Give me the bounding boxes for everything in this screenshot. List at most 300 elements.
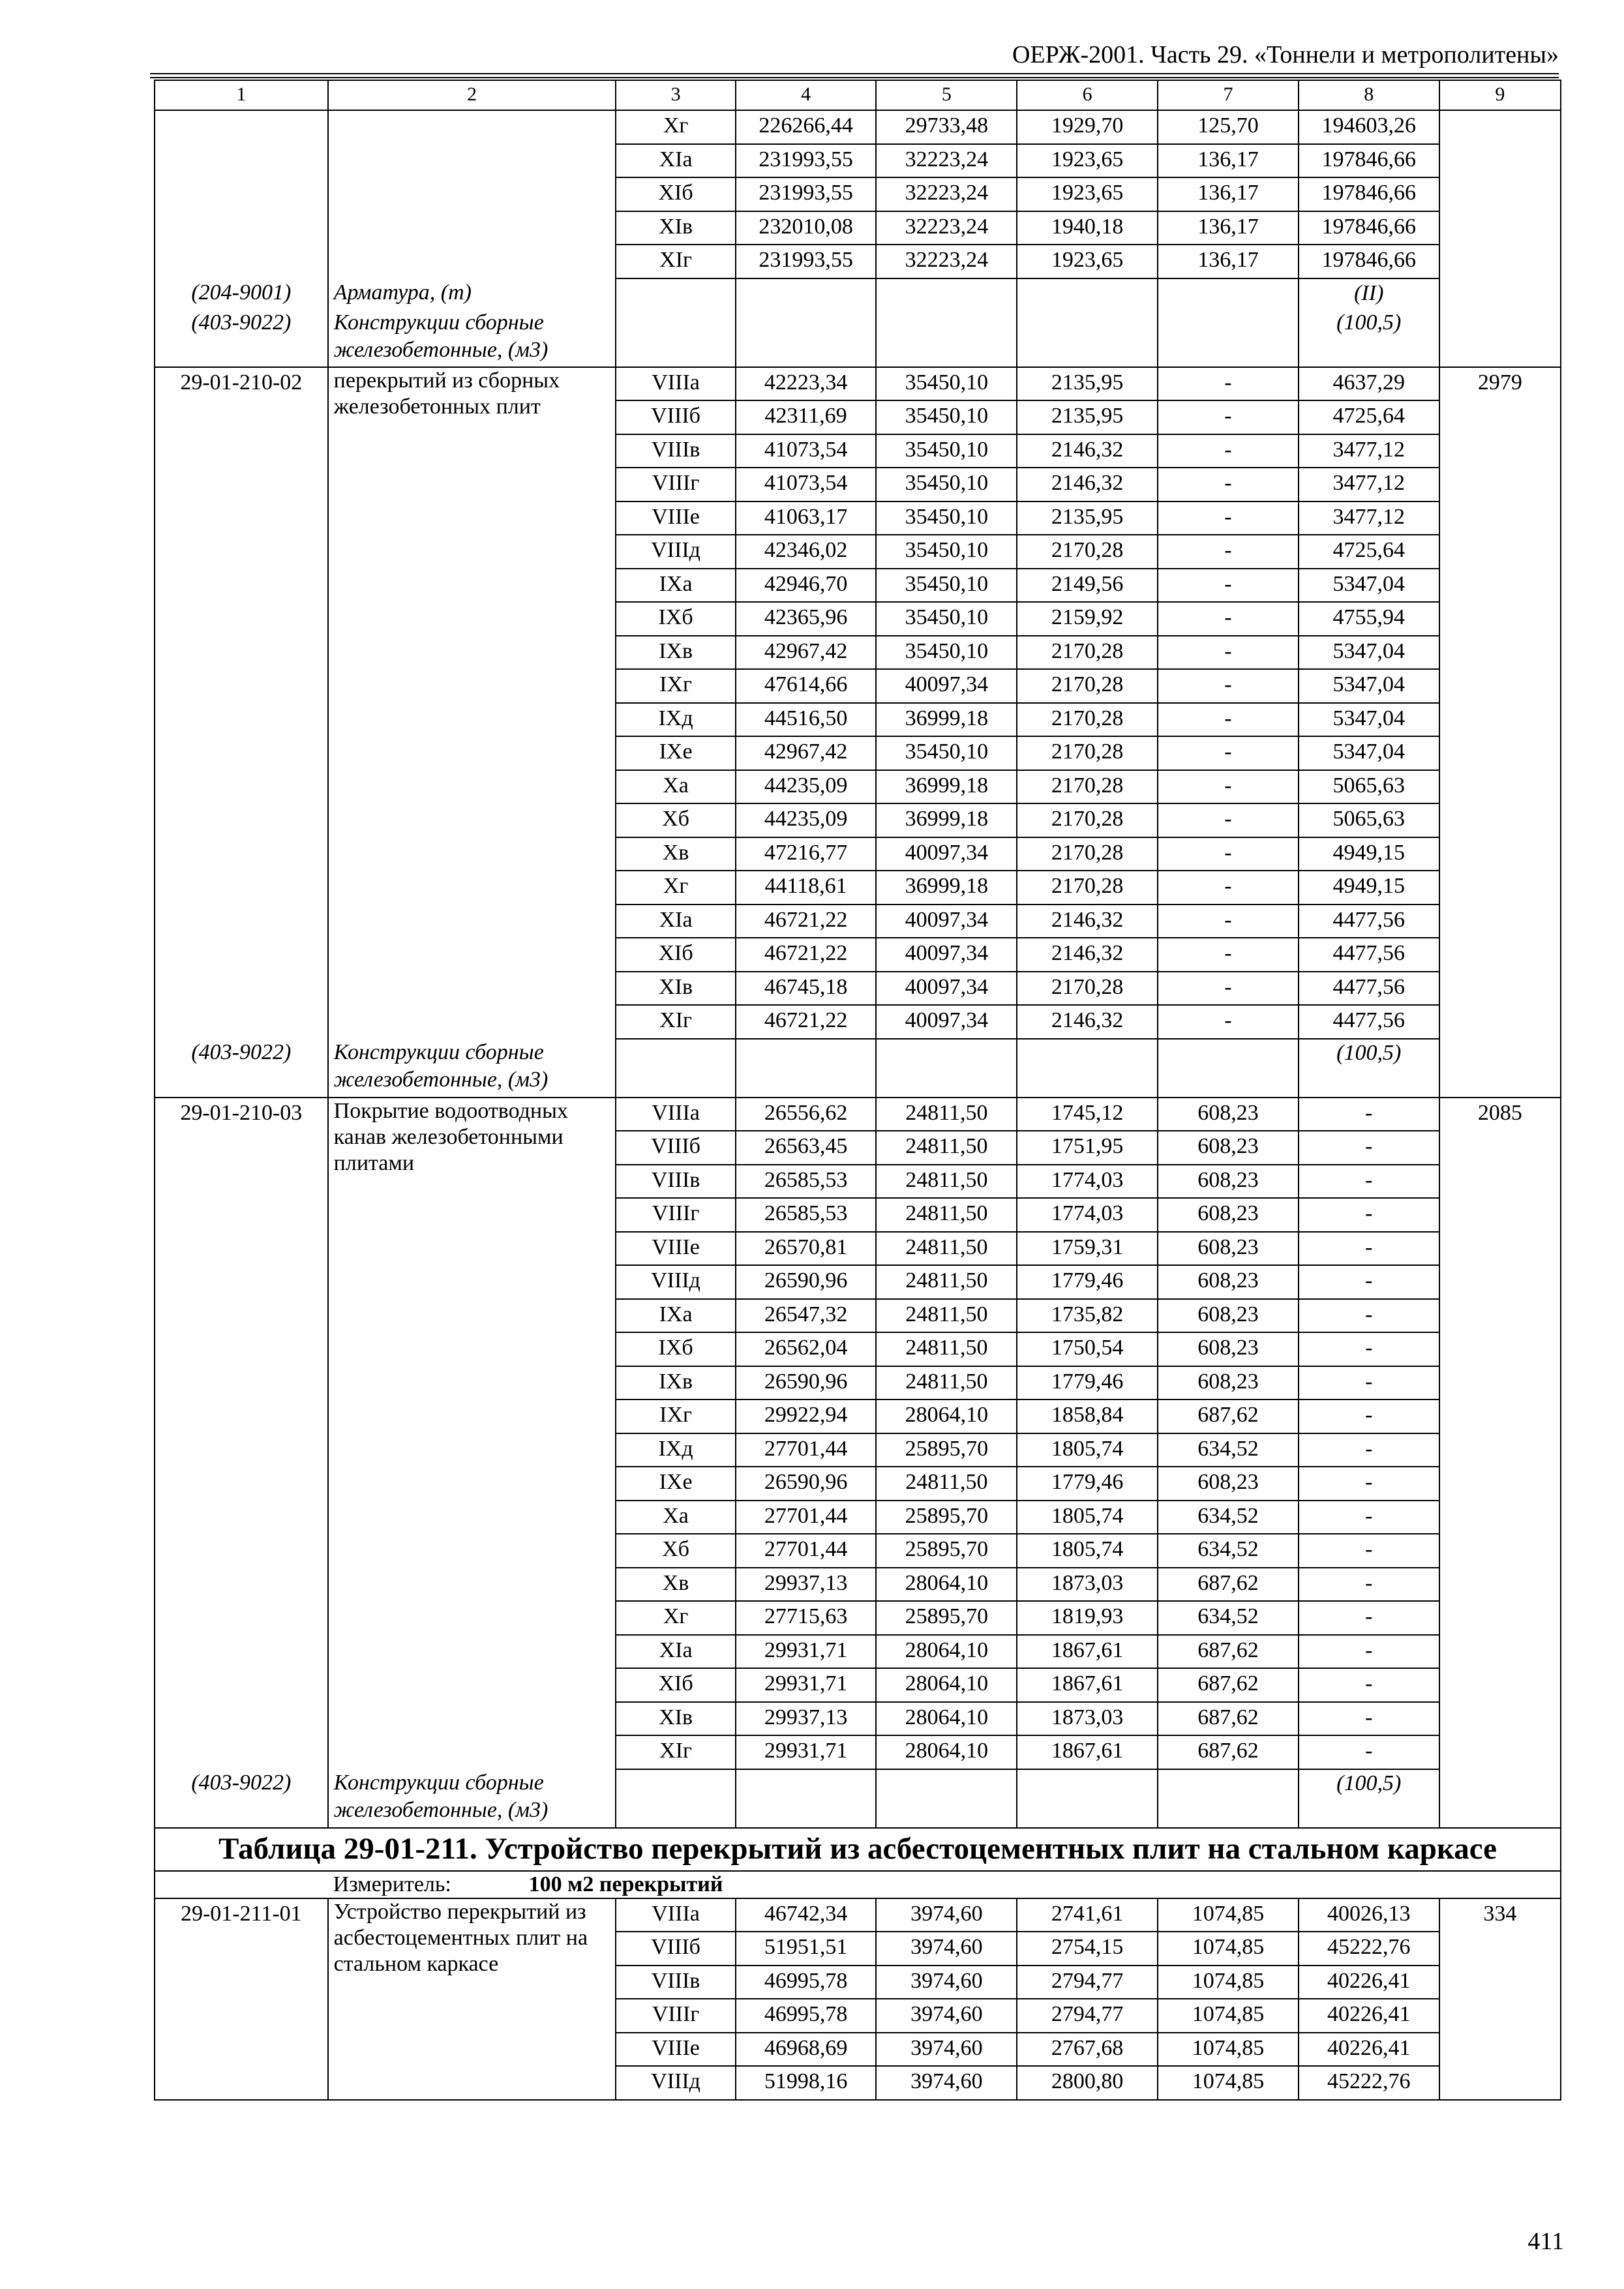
labor-cell: 2741,61 — [1017, 1898, 1158, 1932]
labor-cell: 1805,74 — [1017, 1501, 1158, 1534]
direct-cost-cell: 29931,71 — [736, 1635, 877, 1669]
direct-cost-cell: 226266,44 — [736, 110, 877, 144]
direct-cost-cell: 27715,63 — [736, 1601, 877, 1635]
resource-row — [155, 309, 1561, 367]
machinery-cell: - — [1158, 938, 1299, 972]
equipment-cell: 3477,12 — [1299, 501, 1439, 535]
equipment-cell: 5347,04 — [1299, 736, 1439, 770]
materials-cell: 28064,10 — [876, 1735, 1017, 1769]
labor-cell: 2170,28 — [1017, 837, 1158, 871]
labor-cell: 2135,95 — [1017, 400, 1158, 434]
equipment-cell: 40226,41 — [1299, 1999, 1439, 2033]
price-zone-cell: XIв — [616, 211, 735, 245]
labor-cell: 1751,95 — [1017, 1131, 1158, 1165]
empty-cell — [736, 278, 877, 309]
labor-cell: 1867,61 — [1017, 1735, 1158, 1769]
labor-cell: 1929,70 — [1017, 110, 1158, 144]
equipment-cell: - — [1299, 1635, 1439, 1669]
price-zone-cell: VIIIб — [616, 400, 735, 434]
empty-cell — [1017, 309, 1158, 367]
equipment-cell: 45222,76 — [1299, 2066, 1439, 2100]
direct-cost-cell: 26570,81 — [736, 1232, 877, 1266]
resource-name: Конструкции сборные железобетонные, (м3) — [328, 1769, 616, 1828]
direct-cost-cell: 46721,22 — [736, 1005, 877, 1039]
labor-cell: 1873,03 — [1017, 1568, 1158, 1602]
direct-cost-cell: 26590,96 — [736, 1265, 877, 1299]
direct-cost-cell: 46995,78 — [736, 1966, 877, 1999]
materials-cell: 28064,10 — [876, 1702, 1017, 1736]
labor-cell: 2146,32 — [1017, 468, 1158, 501]
direct-cost-cell: 42967,42 — [736, 636, 877, 670]
materials-cell: 3974,60 — [876, 1966, 1017, 1999]
direct-cost-cell: 41073,54 — [736, 468, 877, 501]
col-num-7: 7 — [1158, 80, 1299, 110]
machinery-cell: 608,23 — [1158, 1165, 1299, 1199]
price-zone-cell: Xа — [616, 1501, 735, 1534]
machinery-cell: 136,17 — [1158, 211, 1299, 245]
price-zone-cell: VIIIв — [616, 1966, 735, 1999]
equipment-cell: 40226,41 — [1299, 2033, 1439, 2067]
labor-cell: 1779,46 — [1017, 1265, 1158, 1299]
materials-cell: 3974,60 — [876, 1932, 1017, 1966]
materials-cell: 25895,70 — [876, 1433, 1017, 1467]
materials-cell: 36999,18 — [876, 803, 1017, 837]
direct-cost-cell: 46742,34 — [736, 1898, 877, 1932]
resource-row — [155, 278, 1561, 309]
price-zone-cell: XIв — [616, 1702, 735, 1736]
rate-name: Устройство перекрытий из асбестоцементных плит на стальном каркасе — [328, 1898, 616, 2100]
direct-cost-cell: 26590,96 — [736, 1366, 877, 1400]
rate-code: 29-01-211-01 — [155, 1898, 328, 2100]
materials-cell: 24811,50 — [876, 1165, 1017, 1199]
direct-cost-cell: 46721,22 — [736, 938, 877, 972]
col-num-3: 3 — [616, 80, 735, 110]
materials-cell: 35450,10 — [876, 501, 1017, 535]
empty-cell — [1439, 278, 1561, 309]
price-zone-cell: VIIIг — [616, 1198, 735, 1232]
labor-hours-cell: 334 — [1439, 1898, 1561, 2100]
equipment-cell: - — [1299, 1232, 1439, 1266]
materials-cell: 35450,10 — [876, 569, 1017, 603]
direct-cost-cell: 26585,53 — [736, 1198, 877, 1232]
machinery-cell: - — [1158, 703, 1299, 737]
machinery-cell: - — [1158, 669, 1299, 703]
materials-cell: 35450,10 — [876, 400, 1017, 434]
labor-cell: 1858,84 — [1017, 1399, 1158, 1433]
labor-cell: 1779,46 — [1017, 1467, 1158, 1501]
price-zone-cell: IXв — [616, 1366, 735, 1400]
machinery-cell: 687,62 — [1158, 1568, 1299, 1602]
materials-cell: 3974,60 — [876, 1999, 1017, 2033]
materials-cell: 32223,24 — [876, 144, 1017, 178]
equipment-cell: 4477,56 — [1299, 905, 1439, 938]
price-zone-cell: Xб — [616, 1534, 735, 1568]
direct-cost-cell: 46721,22 — [736, 905, 877, 938]
direct-cost-cell: 41073,54 — [736, 434, 877, 468]
resource-code: (403-9022) — [155, 309, 328, 367]
equipment-cell: - — [1299, 1601, 1439, 1635]
direct-cost-cell: 46995,78 — [736, 1999, 877, 2033]
equipment-cell: - — [1299, 1501, 1439, 1534]
table-title: Таблица 29-01-211. Устройство перекрытий из асбестоцементных плит на стальном каркасе — [155, 1828, 1561, 1871]
labor-cell: 2170,28 — [1017, 535, 1158, 569]
labor-hours-cell: 2085 — [1439, 1098, 1561, 1769]
col-num-4: 4 — [736, 80, 877, 110]
equipment-cell: 4755,94 — [1299, 602, 1439, 636]
machinery-cell: 1074,85 — [1158, 1898, 1299, 1932]
machinery-cell: - — [1158, 400, 1299, 434]
labor-cell: 1867,61 — [1017, 1635, 1158, 1669]
empty-cell — [1017, 1039, 1158, 1098]
labor-cell: 1923,65 — [1017, 144, 1158, 178]
machinery-cell: 125,70 — [1158, 110, 1299, 144]
price-zone-cell: XIг — [616, 1005, 735, 1039]
labor-cell: 1873,03 — [1017, 1702, 1158, 1736]
labor-hours-cell — [1439, 110, 1561, 144]
labor-cell: 1759,31 — [1017, 1232, 1158, 1266]
price-zone-cell: IXе — [616, 1467, 735, 1501]
price-zone-cell: XIг — [616, 245, 735, 278]
page-header: ОЕРЖ-2001. Часть 29. «Тоннели и метрополитены» — [1012, 41, 1559, 68]
machinery-cell: - — [1158, 837, 1299, 871]
machinery-cell: 136,17 — [1158, 177, 1299, 211]
materials-cell: 28064,10 — [876, 1399, 1017, 1433]
equipment-cell: 45222,76 — [1299, 1932, 1439, 1966]
equipment-cell: - — [1299, 1098, 1439, 1131]
col-num-8: 8 — [1299, 80, 1439, 110]
labor-cell: 2800,80 — [1017, 2066, 1158, 2100]
labor-cell: 2170,28 — [1017, 669, 1158, 703]
rate-name: перекрытий из сборных железобетонных плит — [328, 367, 616, 1039]
code-cell — [155, 211, 328, 245]
direct-cost-cell: 44235,09 — [736, 770, 877, 804]
machinery-cell: - — [1158, 972, 1299, 1006]
rate-code: 29-01-210-02 — [155, 367, 328, 1039]
rate-name: Покрытие водоотводных канав железобетонными плитами — [328, 1098, 616, 1769]
labor-cell: 1819,93 — [1017, 1601, 1158, 1635]
direct-cost-cell: 47216,77 — [736, 837, 877, 871]
price-zone-cell: XIб — [616, 177, 735, 211]
materials-cell: 40097,34 — [876, 1005, 1017, 1039]
price-zone-cell: VIIIе — [616, 1232, 735, 1266]
price-zone-cell: VIIIе — [616, 2033, 735, 2067]
materials-cell: 25895,70 — [876, 1534, 1017, 1568]
code-cell — [155, 177, 328, 211]
equipment-cell: 4477,56 — [1299, 938, 1439, 972]
price-zone-cell: XIв — [616, 972, 735, 1006]
direct-cost-cell: 44516,50 — [736, 703, 877, 737]
materials-cell: 35450,10 — [876, 736, 1017, 770]
direct-cost-cell: 27701,44 — [736, 1433, 877, 1467]
table-row — [155, 367, 1561, 401]
code-cell — [155, 245, 328, 278]
price-zone-cell: VIIIа — [616, 1898, 735, 1932]
table-row — [155, 211, 1561, 245]
price-zone-cell: VIIIд — [616, 1265, 735, 1299]
labor-cell: 1750,54 — [1017, 1332, 1158, 1366]
price-zone-cell: IXд — [616, 703, 735, 737]
machinery-cell: 608,23 — [1158, 1198, 1299, 1232]
materials-cell: 40097,34 — [876, 905, 1017, 938]
materials-cell: 35450,10 — [876, 602, 1017, 636]
table-row — [155, 1898, 1561, 1932]
header-rule-top — [150, 73, 1559, 74]
machinery-cell: 687,62 — [1158, 1399, 1299, 1433]
price-zone-cell: IXг — [616, 669, 735, 703]
direct-cost-cell: 231993,55 — [736, 245, 877, 278]
price-zone-cell: VIIIа — [616, 1098, 735, 1131]
materials-cell: 3974,60 — [876, 1898, 1017, 1932]
equipment-cell: 4725,64 — [1299, 400, 1439, 434]
direct-cost-cell: 42311,69 — [736, 400, 877, 434]
code-cell — [155, 144, 328, 178]
empty-cell — [876, 1039, 1017, 1098]
machinery-cell: 136,17 — [1158, 245, 1299, 278]
machinery-cell: 608,23 — [1158, 1299, 1299, 1333]
machinery-cell: - — [1158, 367, 1299, 401]
price-zone-cell: IXг — [616, 1399, 735, 1433]
direct-cost-cell: 231993,55 — [736, 144, 877, 178]
equipment-cell: - — [1299, 1735, 1439, 1769]
equipment-cell: 197846,66 — [1299, 144, 1439, 178]
materials-cell: 35450,10 — [876, 468, 1017, 501]
direct-cost-cell: 44235,09 — [736, 803, 877, 837]
direct-cost-cell: 26547,32 — [736, 1299, 877, 1333]
resource-row — [155, 1039, 1561, 1098]
machinery-cell: - — [1158, 905, 1299, 938]
measure-cell — [328, 1871, 1561, 1898]
column-number-row — [155, 80, 1561, 110]
equipment-cell: - — [1299, 1299, 1439, 1333]
machinery-cell: 608,23 — [1158, 1366, 1299, 1400]
name-cell — [328, 144, 616, 178]
price-zone-cell: IXд — [616, 1433, 735, 1467]
equipment-cell: 197846,66 — [1299, 177, 1439, 211]
col-num-9: 9 — [1439, 80, 1561, 110]
direct-cost-cell: 46745,18 — [736, 972, 877, 1006]
materials-cell: 35450,10 — [876, 636, 1017, 670]
materials-cell: 24811,50 — [876, 1198, 1017, 1232]
materials-cell: 24811,50 — [876, 1467, 1017, 1501]
resource-name: Конструкции сборные железобетонные, (м3) — [328, 1039, 616, 1098]
machinery-cell: 1074,85 — [1158, 1932, 1299, 1966]
price-zone-cell: IXб — [616, 602, 735, 636]
equipment-cell: 5065,63 — [1299, 770, 1439, 804]
empty-cell — [1158, 278, 1299, 309]
equipment-cell: 5347,04 — [1299, 569, 1439, 603]
materials-cell: 29733,48 — [876, 110, 1017, 144]
price-zone-cell: XIа — [616, 905, 735, 938]
direct-cost-cell: 42365,96 — [736, 602, 877, 636]
direct-cost-cell: 29937,13 — [736, 1568, 877, 1602]
col-num-6: 6 — [1017, 80, 1158, 110]
price-table-body — [155, 80, 1561, 2100]
equipment-cell: - — [1299, 1131, 1439, 1165]
direct-cost-cell: 26590,96 — [736, 1467, 877, 1501]
equipment-cell: 4949,15 — [1299, 871, 1439, 905]
machinery-cell: - — [1158, 535, 1299, 569]
machinery-cell: 608,23 — [1158, 1265, 1299, 1299]
price-zone-cell: VIIIд — [616, 535, 735, 569]
empty-cell — [616, 1769, 735, 1828]
equipment-cell: 4477,56 — [1299, 1005, 1439, 1039]
resource-code: (403-9022) — [155, 1769, 328, 1828]
price-zone-cell: VIIIг — [616, 1999, 735, 2033]
table-title-row — [155, 1828, 1561, 1871]
equipment-cell: 197846,66 — [1299, 245, 1439, 278]
machinery-cell: 634,52 — [1158, 1433, 1299, 1467]
empty-cell — [616, 309, 735, 367]
price-zone-cell: Xб — [616, 803, 735, 837]
materials-cell: 3974,60 — [876, 2066, 1017, 2100]
price-zone-cell: VIIIг — [616, 468, 735, 501]
equipment-cell: - — [1299, 1366, 1439, 1400]
labor-cell: 2170,28 — [1017, 636, 1158, 670]
name-cell — [328, 177, 616, 211]
machinery-cell: 687,62 — [1158, 1735, 1299, 1769]
resource-code: (204-9001) — [155, 278, 328, 309]
equipment-cell: 4725,64 — [1299, 535, 1439, 569]
materials-cell: 24811,50 — [876, 1332, 1017, 1366]
col-num-5: 5 — [876, 80, 1017, 110]
materials-cell: 40097,34 — [876, 837, 1017, 871]
measure-label: Измеритель: — [333, 1872, 451, 1896]
materials-cell: 35450,10 — [876, 434, 1017, 468]
price-zone-cell: XIг — [616, 1735, 735, 1769]
materials-cell: 35450,10 — [876, 367, 1017, 401]
resource-row — [155, 1769, 1561, 1828]
materials-cell: 35450,10 — [876, 535, 1017, 569]
equipment-cell: - — [1299, 1265, 1439, 1299]
labor-cell: 2146,32 — [1017, 1005, 1158, 1039]
equipment-cell: 5347,04 — [1299, 636, 1439, 670]
price-zone-cell: VIIIа — [616, 367, 735, 401]
resource-value: (100,5) — [1299, 1769, 1439, 1828]
direct-cost-cell: 29931,71 — [736, 1735, 877, 1769]
materials-cell: 32223,24 — [876, 245, 1017, 278]
labor-cell: 1745,12 — [1017, 1098, 1158, 1131]
resource-name: Конструкции сборные железобетонные, (м3) — [328, 309, 616, 367]
equipment-cell: 40226,41 — [1299, 1966, 1439, 1999]
machinery-cell: - — [1158, 569, 1299, 603]
labor-cell: 2767,68 — [1017, 2033, 1158, 2067]
materials-cell: 3974,60 — [876, 2033, 1017, 2067]
empty-cell — [1158, 309, 1299, 367]
empty-cell — [155, 1871, 328, 1898]
name-cell — [328, 211, 616, 245]
empty-cell — [736, 1769, 877, 1828]
machinery-cell: - — [1158, 636, 1299, 670]
empty-cell — [736, 309, 877, 367]
direct-cost-cell: 51998,16 — [736, 2066, 877, 2100]
machinery-cell: 634,52 — [1158, 1601, 1299, 1635]
labor-hours-cell — [1439, 177, 1561, 211]
materials-cell: 36999,18 — [876, 770, 1017, 804]
materials-cell: 24811,50 — [876, 1131, 1017, 1165]
empty-cell — [1158, 1039, 1299, 1098]
direct-cost-cell: 26562,04 — [736, 1332, 877, 1366]
machinery-cell: 1074,85 — [1158, 2033, 1299, 2067]
machinery-cell: 1074,85 — [1158, 2066, 1299, 2100]
price-zone-cell: VIIIв — [616, 434, 735, 468]
direct-cost-cell: 27701,44 — [736, 1501, 877, 1534]
labor-cell: 2170,28 — [1017, 972, 1158, 1006]
price-zone-cell: VIIIе — [616, 501, 735, 535]
resource-value: (100,5) — [1299, 309, 1439, 367]
machinery-cell: 608,23 — [1158, 1467, 1299, 1501]
labor-cell: 1735,82 — [1017, 1299, 1158, 1333]
machinery-cell: - — [1158, 434, 1299, 468]
labor-hours-cell: 2979 — [1439, 367, 1561, 1039]
price-zone-cell: IXа — [616, 1299, 735, 1333]
direct-cost-cell: 42346,02 — [736, 535, 877, 569]
machinery-cell: 687,62 — [1158, 1702, 1299, 1736]
code-cell — [155, 110, 328, 144]
labor-cell: 1867,61 — [1017, 1668, 1158, 1702]
measure-row — [155, 1871, 1561, 1898]
price-zone-cell: VIIIд — [616, 2066, 735, 2100]
materials-cell: 40097,34 — [876, 972, 1017, 1006]
direct-cost-cell: 29937,13 — [736, 1702, 877, 1736]
materials-cell: 28064,10 — [876, 1635, 1017, 1669]
equipment-cell: - — [1299, 1399, 1439, 1433]
price-zone-cell: IXе — [616, 736, 735, 770]
resource-name: Арматура, (т) — [328, 278, 616, 309]
labor-cell: 2149,56 — [1017, 569, 1158, 603]
machinery-cell: 1074,85 — [1158, 1966, 1299, 1999]
equipment-cell: 4949,15 — [1299, 837, 1439, 871]
price-zone-cell: Xв — [616, 837, 735, 871]
machinery-cell: 136,17 — [1158, 144, 1299, 178]
machinery-cell: - — [1158, 871, 1299, 905]
price-zone-cell: XIб — [616, 938, 735, 972]
resource-code: (403-9022) — [155, 1039, 328, 1098]
equipment-cell: - — [1299, 1165, 1439, 1199]
resource-value: (100,5) — [1299, 1039, 1439, 1098]
price-zone-cell: VIIIб — [616, 1932, 735, 1966]
materials-cell: 25895,70 — [876, 1601, 1017, 1635]
machinery-cell: 608,23 — [1158, 1232, 1299, 1266]
direct-cost-cell: 41063,17 — [736, 501, 877, 535]
col-num-2: 2 — [328, 80, 616, 110]
equipment-cell: 4477,56 — [1299, 972, 1439, 1006]
equipment-cell: - — [1299, 1568, 1439, 1602]
materials-cell: 28064,10 — [876, 1668, 1017, 1702]
labor-cell: 2146,32 — [1017, 938, 1158, 972]
labor-cell: 2135,95 — [1017, 501, 1158, 535]
labor-cell: 2754,15 — [1017, 1932, 1158, 1966]
price-zone-cell: IXб — [616, 1332, 735, 1366]
table-row — [155, 245, 1561, 278]
labor-cell: 2794,77 — [1017, 1999, 1158, 2033]
empty-cell — [876, 309, 1017, 367]
materials-cell: 40097,34 — [876, 669, 1017, 703]
direct-cost-cell: 42946,70 — [736, 569, 877, 603]
labor-cell: 2146,32 — [1017, 905, 1158, 938]
name-cell — [328, 110, 616, 144]
materials-cell: 36999,18 — [876, 871, 1017, 905]
equipment-cell: 3477,12 — [1299, 434, 1439, 468]
equipment-cell: - — [1299, 1332, 1439, 1366]
empty-cell — [1439, 1039, 1561, 1098]
machinery-cell: 634,52 — [1158, 1501, 1299, 1534]
labor-cell: 2146,32 — [1017, 434, 1158, 468]
table-row — [155, 144, 1561, 178]
empty-cell — [1017, 1769, 1158, 1828]
labor-hours-cell — [1439, 245, 1561, 278]
labor-cell: 1774,03 — [1017, 1165, 1158, 1199]
empty-cell — [1439, 309, 1561, 367]
